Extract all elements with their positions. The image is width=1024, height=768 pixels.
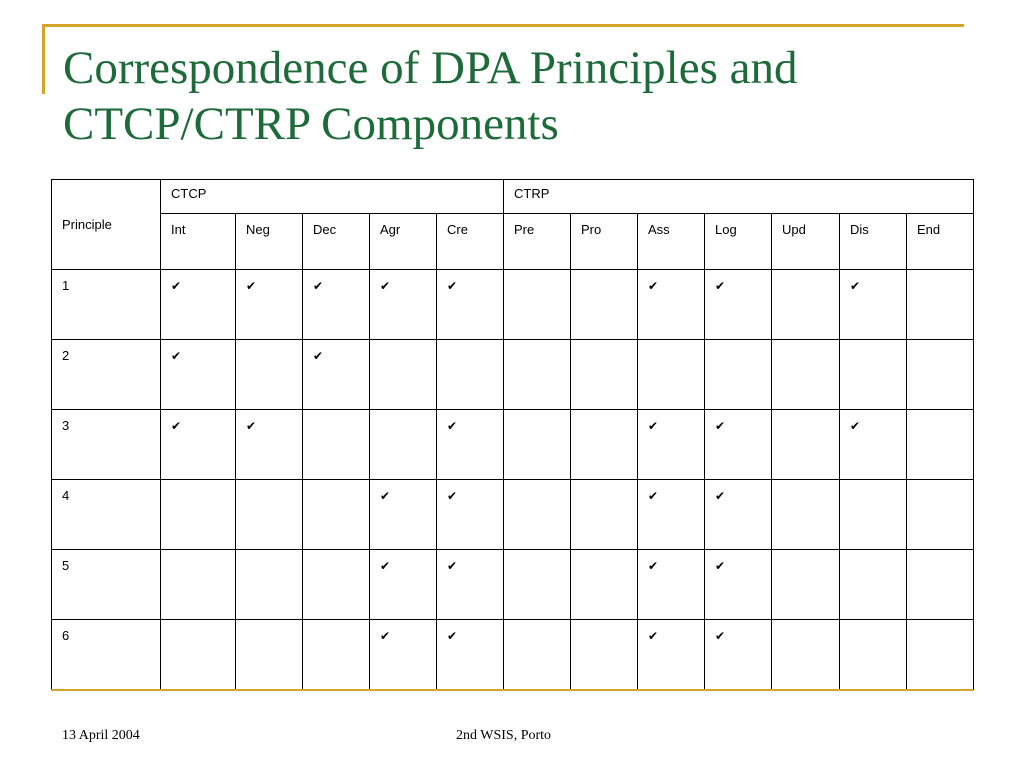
checkmark-icon: ✔ [715, 559, 726, 573]
table-cell [638, 340, 705, 410]
table-cell [772, 340, 840, 410]
table-cell [161, 620, 236, 690]
table-row [52, 410, 974, 480]
checkmark-icon: ✔ [715, 629, 726, 643]
table-cell [772, 270, 840, 340]
table-cell [303, 550, 370, 620]
principle-number-cell: 4 [52, 480, 161, 550]
table-cell [303, 340, 370, 410]
table-cell [236, 620, 303, 690]
table-cell [370, 270, 437, 340]
checkmark-icon: ✔ [313, 279, 324, 293]
table-cell [370, 550, 437, 620]
table-cell [236, 480, 303, 550]
table-cell [161, 270, 236, 340]
table-cell [236, 550, 303, 620]
table-cell [772, 480, 840, 550]
table-cell [504, 270, 571, 340]
column-header-int: Int [161, 214, 236, 270]
checkmark-icon: ✔ [715, 489, 726, 503]
column-header-ass: Ass [638, 214, 705, 270]
table-cell [161, 480, 236, 550]
column-header-upd: Upd [772, 214, 840, 270]
checkmark-icon: ✔ [648, 559, 659, 573]
table-cell [705, 340, 772, 410]
table-cell [705, 550, 772, 620]
table-cell [840, 410, 907, 480]
table-cell [705, 270, 772, 340]
column-header-dis: Dis [840, 214, 907, 270]
table-row [52, 340, 974, 410]
table-cell [705, 480, 772, 550]
column-header-pre: Pre [504, 214, 571, 270]
checkmark-icon: ✔ [715, 279, 726, 293]
table-cell [840, 340, 907, 410]
checkmark-icon: ✔ [380, 279, 391, 293]
checkmark-icon: ✔ [447, 629, 458, 643]
table-cell [638, 270, 705, 340]
checkmark-icon: ✔ [380, 559, 391, 573]
principle-number-cell: 5 [52, 550, 161, 620]
footer-event: 2nd WSIS, Porto [456, 728, 552, 743]
table-cell [705, 410, 772, 480]
checkmark-icon: ✔ [447, 279, 458, 293]
table-cell [161, 410, 236, 480]
table-cell [571, 480, 638, 550]
table-cell [907, 480, 974, 550]
table-row [52, 480, 974, 550]
table-cell [161, 550, 236, 620]
table-cell [370, 410, 437, 480]
checkmark-icon: ✔ [447, 489, 458, 503]
table-cell [772, 410, 840, 480]
table-cell [907, 620, 974, 690]
table-cell [772, 550, 840, 620]
table-cell [638, 550, 705, 620]
table-cell [437, 340, 504, 410]
column-header-log: Log [705, 214, 772, 270]
table-cell [303, 620, 370, 690]
column-header-neg: Neg [236, 214, 303, 270]
checkmark-icon: ✔ [313, 349, 324, 363]
checkmark-icon: ✔ [648, 279, 659, 293]
table-cell [437, 480, 504, 550]
table-cell [571, 550, 638, 620]
table-cell [303, 270, 370, 340]
table-cell [907, 550, 974, 620]
checkmark-icon: ✔ [447, 419, 458, 433]
checkmark-icon: ✔ [447, 559, 458, 573]
table-cell [907, 340, 974, 410]
slide-title-line-1: Correspondence of DPA Principles and [63, 42, 798, 94]
table-cell [504, 340, 571, 410]
table-cell [705, 620, 772, 690]
slide-title [63, 40, 983, 152]
checkmark-icon: ✔ [171, 349, 182, 363]
column-header-cre: Cre [437, 214, 504, 270]
table-header-row-groups [52, 180, 974, 214]
checkmark-icon: ✔ [246, 279, 257, 293]
table-cell [571, 340, 638, 410]
table-cell [638, 410, 705, 480]
table-cell [437, 410, 504, 480]
table-cell [437, 550, 504, 620]
correspondence-table [51, 179, 974, 690]
checkmark-icon: ✔ [648, 489, 659, 503]
column-header-dec: Dec [303, 214, 370, 270]
group-header-ctcp: CTCP [161, 180, 504, 214]
table-cell [638, 620, 705, 690]
column-header-agr: Agr [370, 214, 437, 270]
top-accent-rule [42, 24, 964, 27]
table-cell [907, 270, 974, 340]
checkmark-icon: ✔ [380, 629, 391, 643]
table-cell [571, 410, 638, 480]
footer-date: 13 April 2004 [62, 728, 140, 743]
table-cell [840, 480, 907, 550]
principle-header: Principle [52, 180, 161, 270]
table-cell [772, 620, 840, 690]
table-cell [437, 270, 504, 340]
group-header-ctrp: CTRP [504, 180, 974, 214]
table-header-row-components [52, 214, 974, 270]
table-row [52, 270, 974, 340]
table-cell [504, 410, 571, 480]
table-cell [907, 410, 974, 480]
table-cell [571, 270, 638, 340]
column-header-end: End [907, 214, 974, 270]
side-accent-rule [42, 24, 45, 94]
table-cell [638, 480, 705, 550]
slide-title-line-2: CTCP/CTRP Components [63, 98, 559, 150]
table-cell [236, 410, 303, 480]
checkmark-icon: ✔ [850, 419, 861, 433]
table-cell [840, 620, 907, 690]
table-cell [236, 270, 303, 340]
principle-number-cell: 1 [52, 270, 161, 340]
table-cell [437, 620, 504, 690]
table-row [52, 620, 974, 690]
checkmark-icon: ✔ [171, 419, 182, 433]
checkmark-icon: ✔ [171, 279, 182, 293]
table-cell [840, 270, 907, 340]
table-cell [370, 340, 437, 410]
checkmark-icon: ✔ [648, 629, 659, 643]
table-cell [303, 480, 370, 550]
table-cell [504, 550, 571, 620]
checkmark-icon: ✔ [246, 419, 257, 433]
principle-number-cell: 3 [52, 410, 161, 480]
bottom-accent-rule [51, 689, 973, 691]
table-cell [303, 410, 370, 480]
checkmark-icon: ✔ [715, 419, 726, 433]
column-header-pro: Pro [571, 214, 638, 270]
table-cell [504, 620, 571, 690]
principle-number-cell: 2 [52, 340, 161, 410]
principle-number-cell: 6 [52, 620, 161, 690]
checkmark-icon: ✔ [380, 489, 391, 503]
table-cell [504, 480, 571, 550]
checkmark-icon: ✔ [850, 279, 861, 293]
checkmark-icon: ✔ [648, 419, 659, 433]
table-row [52, 550, 974, 620]
table-cell [370, 480, 437, 550]
table-cell [571, 620, 638, 690]
table-cell [840, 550, 907, 620]
table-cell [161, 340, 236, 410]
table-cell [236, 340, 303, 410]
table-cell [370, 620, 437, 690]
